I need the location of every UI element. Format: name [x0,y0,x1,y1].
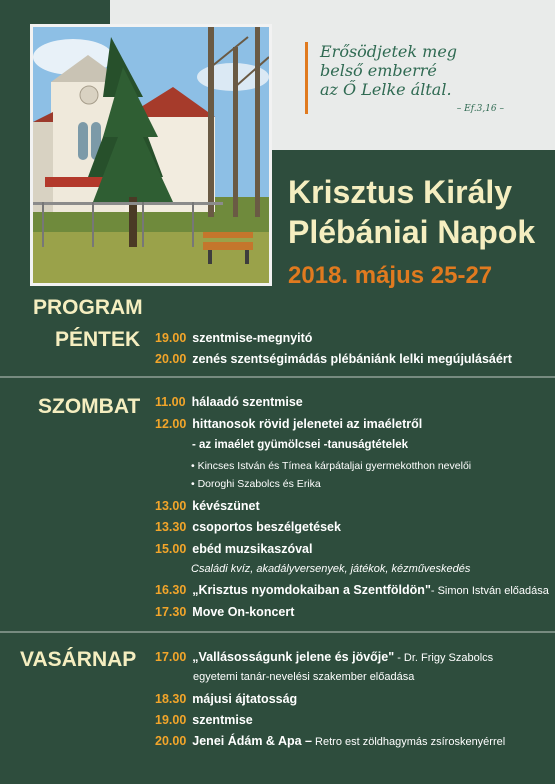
divider-2 [0,631,555,633]
vasarnap-row-1-sub: egyetemi tanár-nevelési szakember előadása [193,671,415,683]
vasarnap-row-4 [155,734,505,748]
event: májusi ájtatosság [192,692,298,706]
quote-reference: – Ef.3,16 – [456,104,504,114]
event-date: 2018. május 25-27 [288,262,493,289]
description: Retro est zöldhagymás zsíroskenyérrel [312,736,506,748]
time: 15.00 [155,542,187,556]
event: hálaadó szentmise [191,395,303,409]
bullet-1: • Kincses István és Tímea kárpátaljai gyermekotthon nevelői [191,460,472,472]
bullet-2: • Doroghi Szabolcs és Erika [191,478,321,490]
time: 13.30 [155,520,187,534]
szombat-row-5-sub: Családi kvíz, akadályversenyek, játékok, kézműveskedés [191,563,471,575]
time: 17.30 [155,605,187,619]
szombat-row-6 [155,583,549,597]
vasarnap-row-3 [155,713,253,727]
quote-line-3: az Ő Lelke által. [320,80,452,99]
pentek-row-2 [155,352,512,366]
szombat-row-4 [155,520,341,534]
day-vasarnap: VASÁRNAP [20,648,137,671]
church-photo [30,24,272,286]
bible-quote [305,42,520,114]
szombat-row-3 [155,499,260,513]
event: ebéd muzsikaszóval [192,542,313,556]
program-label: PROGRAM [33,296,143,319]
time: 11.00 [155,395,186,409]
szombat-row-7 [155,605,294,619]
time: 18.30 [155,692,187,706]
szombat-row-2-sub: - az imaélet gyümölcsei -tanuságtételek [192,439,409,451]
event: Move On-koncert [192,605,295,619]
title-line-2: Plébániai Napok [288,214,536,250]
szombat-row-1 [155,395,303,409]
pentek-row-1 [155,331,312,345]
quote-line-2: belső emberré [320,61,437,80]
church-illustration [33,27,269,283]
vasarnap-row-2 [155,692,297,706]
event: „Vallásosságunk jelene és jövője" [192,650,395,664]
divider-1 [0,376,555,378]
event: zenés szentségimádás plébániánk lelki megújulásáért [192,352,512,366]
event: szentmise-megnyitó [192,331,313,345]
speaker: - Simon István előadása [430,585,549,597]
time: 20.00 [155,352,187,366]
event: kévészünet [192,499,260,513]
time: 19.00 [155,331,187,345]
time: 16.30 [155,583,187,597]
day-pentek: PÉNTEK [55,328,141,351]
event: hittanosok rövid jelenetei az imaéletről [192,417,423,431]
event: szentmise [192,713,253,727]
event: Jenei Ádám & Apa – [192,734,312,748]
szombat-row-2 [155,417,422,431]
event: csoportos beszélgetések [192,520,341,534]
time: 20.00 [155,734,187,748]
speaker: - Dr. Frigy Szabolcs [394,652,494,664]
event: „Krisztus nyomdokaiban a Szentföldön" [192,583,431,597]
szombat-row-5 [155,542,312,556]
time: 13.00 [155,499,187,513]
vasarnap-row-1 [155,650,493,664]
time: 17.00 [155,650,187,664]
time: 19.00 [155,713,187,727]
title-line-1: Krisztus Király [288,174,513,210]
time: 12.00 [155,417,187,431]
event-title [288,172,535,252]
day-szombat: SZOMBAT [38,395,141,418]
quote-line-1: Erősödjetek meg [320,42,458,61]
